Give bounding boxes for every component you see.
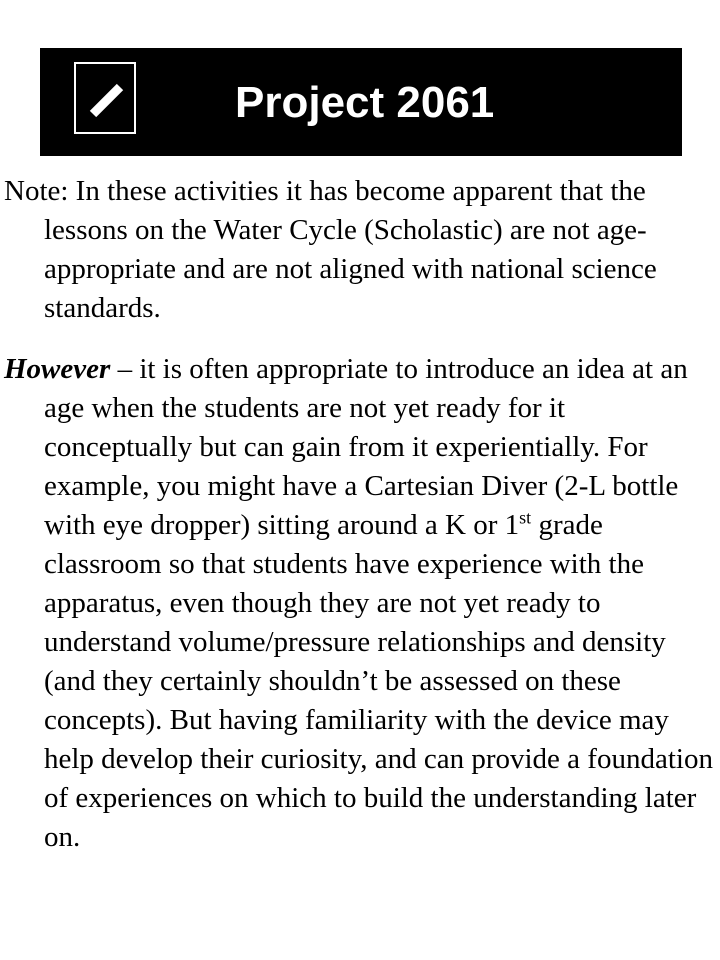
slash-logo-graphic — [76, 64, 134, 132]
however-text-part-2: grade classroom so that students have experience with the apparatus, even though they are not yet ready to understand volume/pressure relationships and density (and they certainly shouldn’t be assessed on these concepts). But having familiarity with the device may help develop their curiosity, and can provide a foundation of experiences on which to build the understanding later on. — [44, 509, 713, 853]
title-banner — [40, 48, 682, 156]
page-title: Project 2061 — [235, 78, 495, 127]
however-text-part-1: – it is often appropriate to introduce an idea at an age when the students are not yet ready for it conceptually but can gain from it experientially. For example, you might have a Cartesian Diver (2-L bottle with eye dropper) sitting around a K or 1 — [44, 353, 688, 541]
however-paragraph — [4, 350, 716, 857]
however-lead: However — [4, 353, 111, 385]
note-paragraph: Note: In these activities it has become apparent that the lessons on the Water Cycle (Scholastic) are not age-appropriate and are not aligned with national science standards. — [4, 175, 657, 324]
ordinal-superscript: st — [519, 507, 532, 528]
slash-logo-icon — [74, 62, 136, 134]
